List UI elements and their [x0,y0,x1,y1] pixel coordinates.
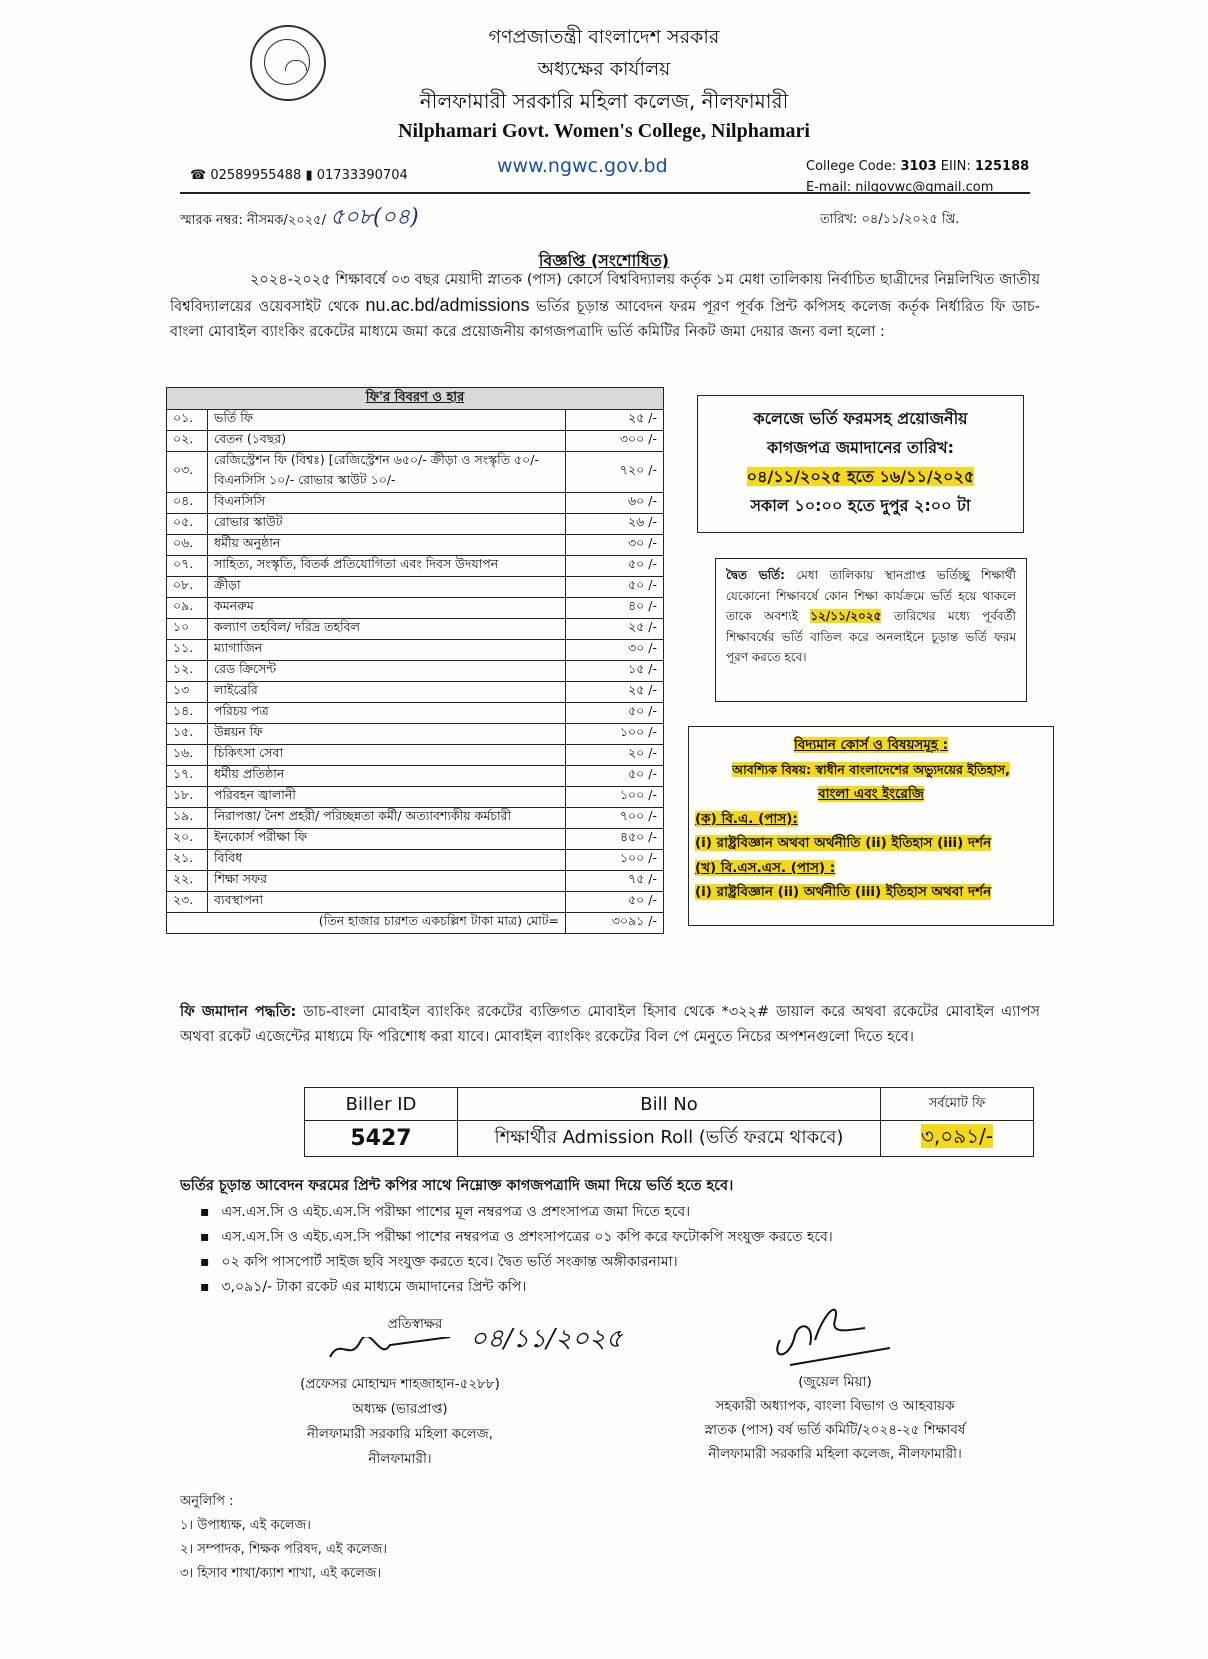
fee-row-number: ০৫. [167,514,208,535]
fee-row-item: বিবিধ [208,850,566,871]
fee-row-item: উন্নয়ন ফি [208,724,566,745]
fee-table-header: ফি'র বিবরণ ও হার [167,388,664,410]
fee-row-number: ০৯. [167,598,208,619]
fee-row-amount: ৭৫ /- [566,871,664,892]
phone-icon: ☎ [190,168,207,183]
fee-row-number: ১৪. [167,703,208,724]
fee-row-item: কল্যাণ তহবিল/ দরিদ্র তহবিল [208,619,566,640]
fee-row-amount: ৬০ /- [566,493,664,514]
bss-pass-heading: (খ) বি.এস.এস. (পাস) : [695,859,836,876]
fee-total-row [167,913,664,934]
fee-row-item: শিক্ষা সফর [208,871,566,892]
notice-date: তারিখ: ০৪/১১/২০২৫ খ্রি. [820,212,960,227]
fee-row-amount: ২০ /- [566,745,664,766]
fee-row-item: রেজিস্ট্রেশন ফি (বিশ্বঃ) [রেজিস্ট্রেশন ৬৫০/- ক্রীড়া ও সংস্কৃতি ৫০/- বিএনসিসি ১০/- রোভার স্কাউট ১০/- [208,452,566,493]
fee-total-amount: ৩০৯১ /- [566,913,664,934]
principal-org-2: নীলফামারী। [368,1451,432,1467]
fee-row [167,577,664,598]
fee-row-amount: ৪৫০ /- [566,829,664,850]
handwritten-date: ০৪/১১/২০২৫ [470,1324,623,1354]
intro-text-1: ২০২৪-২০২৫ শিক্ষাবর্ষে ০৩ বছর মেয়াদী স্নাতক (পাস) কোর্সে বিশ্ববিদ্যালয় কর্তৃক ১ম মেধা তালিকায় নির্বাচিত ছাত্রীদের নিম্নলিখিত জাতীয় বিশ্ববিদ্যালয়ের ওয়েবসাইট থেকে [170,272,1040,315]
fee-row-item: ধর্মীয় প্রতিষ্ঠান [208,766,566,787]
fee-row-item: ম্যাগাজিন [208,640,566,661]
total-fee-header: সর্বমোট ফি [881,1088,1034,1121]
convener-committee: স্নাতক (পাস) বর্ষ ভর্তি কমিটি/২০২৪-২৫ শিক্ষাবর্ষ [704,1422,966,1438]
requirement-item: ▪ এস.এস.সি ও এইচ.এস.সি পরীক্ষা পাশের নম্বরপত্র ও প্রশংসাপত্রের ০১ কপি করে ফটোকপি সংযুক্ত করতে হবে। [200,1225,833,1250]
fee-row-number: ২৩. [167,892,208,913]
fee-row-number: ০৭. [167,556,208,577]
fee-row-item: সাহিত্য, সংস্কৃতি, বিতর্ক প্রতিযোগিতা এবং দিবস উদযাপন [208,556,566,577]
requirement-item: ▪ ৩,০৯১/- টাকা রকেট এর মাধ্যমে জমাদানের প্রিন্ট কপি। [200,1275,833,1300]
fee-row-item: ক্রীড়া [208,577,566,598]
payment-method-text: ডাচ-বাংলা মোবাইল ব্যাংকিং রকেটের ব্যক্তিগত মোবাইল হিসাব থেকে *৩২২# ডায়াল করে অথবা রকেটের মোবাইল এ্যাপস অথবা রকেট এজেন্টের মাধ্যমে ফি পরিশোধ করা যাবে। মোবাইল ব্যাংকিং রকেটের বিল পে মেনুতে নিচের অপশনগুলো দিতে হবে। [180,1004,1041,1045]
fee-row-amount: ৫০ /- [566,766,664,787]
fee-row-number: ২২. [167,871,208,892]
fee-row-number: ২১. [167,850,208,871]
copy-item: ৩। হিসাব শাখা/ক্যাশ শাখা, এই কলেজ। [180,1566,382,1581]
fee-row-amount: ১০০ /- [566,787,664,808]
fee-row-amount: ৩০ /- [566,535,664,556]
fee-row-item: পরিবহন জ্বালানী [208,787,566,808]
compulsory-subjects-2: বাংলা এবং ইংরেজি [818,786,924,802]
fee-row-item: রোভার স্কাউট [208,514,566,535]
fee-row-item: কমনরুম [208,598,566,619]
header-college-bn: নীলফামারী সরকারি মহিলা কলেজ, নীলফামারী [419,89,789,113]
biller-id-header: Biller ID [305,1088,458,1121]
fee-row-amount: ৫০ /- [566,577,664,598]
requirements-heading: ভর্তির চূড়ান্ত আবেদন ফরমের প্রিন্ট কপির সাথে নিম্নোক্ত কাগজপত্রাদি জমা দিয়ে ভর্তি হতে হবে। [180,1178,734,1194]
college-code: 3103 [900,159,937,174]
fee-row-amount: ১০০ /- [566,850,664,871]
dual-text-2: তারিখের মধ্যে পূর্ববর্তী শিক্ষাবর্ষের ভর্তি বাতিল করে অনলাইনে চূড়ান্ত ভর্তি ফরম পূরণ করতে হবে। [726,609,1016,664]
copies-label: অনুলিপি : [180,1494,234,1509]
fee-row-number: ১১. [167,640,208,661]
memo-label: স্মারক নম্বর: নীসমক/২০২৫/ [180,213,326,228]
convener-org: নীলফামারী সরকারি মহিলা কলেজ, নীলফামারী। [708,1446,962,1462]
dual-deadline-date: ১২/১১/২০২৫ [810,609,882,623]
fee-row-amount: ১৫ /- [566,661,664,682]
payment-method-label: ফি জমাদান পদ্ধতি: [180,1004,297,1020]
fee-row [167,535,664,556]
fee-row [167,556,664,577]
fee-row [167,703,664,724]
fee-row-number: ১৬. [167,745,208,766]
notice-title: বিজ্ঞপ্তি (সংশোধিত) [538,251,670,270]
fee-row-item: ব্যবস্থাপনা [208,892,566,913]
fee-row-number: ১৯. [167,808,208,829]
ba-subjects: (i) রাষ্ট্রবিজ্ঞান অথবা অর্থনীতি (ii) ইতিহাস (iii) দর্শন [695,835,992,851]
deadline-dates: ০৪/১১/২০২৫ হতে ১৬/১১/২০২৫ [746,467,975,486]
fee-row-number: ১২. [167,661,208,682]
website-link[interactable]: www.ngwc.gov.bd [497,155,668,177]
signature-convener [650,1370,1020,1466]
fee-row-amount: ৪০ /- [566,598,664,619]
fee-row-number: ১৮. [167,787,208,808]
courses-title: বিদ্যমান কোর্স ও বিষয়সমূহ : [793,737,949,753]
fee-row-amount: ২৬ /- [566,514,664,535]
copy-item: ১। উপাধ্যক্ষ, এই কলেজ। [180,1518,311,1533]
fee-row-item: বিএনসিসি [208,493,566,514]
fee-row [167,452,664,493]
fee-row [167,431,664,452]
eiin-label: EIIN: [940,159,971,174]
copies-list [180,1490,387,1586]
fee-row-item: ইনকোর্স পরীক্ষা ফি [208,829,566,850]
header-divider [180,192,1030,194]
mobile-icon: ▮ [305,168,313,183]
fee-row-number: ১৩ [167,682,208,703]
copy-item: ২। সম্পাদক, শিক্ষক পরিষদ, এই কলেজ। [180,1542,388,1557]
fee-row [167,682,664,703]
fee-row-item: বেতন (১বছর) [208,431,566,452]
requirements-list [200,1200,833,1300]
header-office: অধ্যক্ষের কার্যালয় [537,58,671,80]
fee-row-amount: ৩০ /- [566,640,664,661]
convener-signature-icon [770,1300,930,1370]
fee-row-amount: ৭০০ /- [566,808,664,829]
fee-row [167,871,664,892]
ba-pass-heading: (ক) বি.এ. (পাস): [695,810,798,827]
email[interactable]: E-mail: nilgovwc@gmail.com [806,180,994,195]
fee-row [167,661,664,682]
fee-row-number: ০১. [167,410,208,431]
fee-row-amount: ১০০ /- [566,724,664,745]
contact-phones [190,168,408,183]
courses-box [688,726,1054,926]
intro-text-2: ভর্তির চূড়ান্ত আবেদন ফরম পূরণ পূর্বক প্রিন্ট কপিসহ কলেজ কর্তৃক নির্ধারিত ফি ডাচ-বাংলা মোবাইল ব্যাংকিং রকেটের মাধ্যমে জমা করে প্রয়োজনীয় কাগজপত্রাদি ভর্তি কমিটির নিকট জমা দেয়ার জন্য বলা হলো : [170,299,1040,340]
payment-method [180,1000,1040,1050]
total-fee-value: ৩,০৯১/- [920,1124,994,1148]
fee-row-number: ০৩. [167,452,208,493]
college-code-label: College Code: [806,159,897,174]
fee-row-number: ১০ [167,619,208,640]
fee-row-amount: ৩০০ /- [566,431,664,452]
fee-row-item: ভর্তি ফি [208,410,566,431]
fee-row [167,892,664,913]
biller-id-value: 5427 [305,1121,458,1157]
memo-number [180,200,419,237]
dual-admission-box [715,558,1027,702]
principal-org: নীলফামারী সরকারি মহিলা কলেজ, [306,1426,494,1442]
principal-title: অধ্যক্ষ (ভারপ্রাপ্ত) [352,1401,448,1417]
eiin: 125188 [974,159,1030,174]
header-government: গণপ্রজাতন্ত্রী বাংলাদেশ সরকার [488,26,720,48]
nu-admissions-link[interactable]: nu.ac.bd/admissions [365,295,530,315]
fee-row-item: রেড ক্রিসেন্ট [208,661,566,682]
fee-row [167,619,664,640]
header-college-en: Nilphamari Govt. Women's College, Nilphamari [398,120,810,142]
requirement-item: ▪ এস.এস.সি ও এইচ.এস.সি পরীক্ষা পাশের মূল নম্বরপত্র ও প্রশংসাপত্র জমা দিতে হবে। [200,1200,833,1225]
fee-row [167,787,664,808]
deadline-box [697,395,1024,533]
fee-row-number: ০৬. [167,535,208,556]
fee-row-item: ধর্মীয় অনুষ্ঠান [208,535,566,556]
fee-row-amount: ৫০ /- [566,556,664,577]
fee-row-number: ১৭. [167,766,208,787]
fee-row [167,808,664,829]
convener-name: (জুয়েল মিয়া) [798,1374,872,1390]
fee-row [167,850,664,871]
fee-row-amount: ২৫ /- [566,619,664,640]
bill-pay-value-row [305,1121,1034,1157]
fee-row-amount: ৫০ /- [566,892,664,913]
fee-row-item: লাইব্রেরি [208,682,566,703]
compulsory-subjects: আবশ্যিক বিষয়: স্বাধীন বাংলাদেশের অভ্যুদয়ের ইতিহাস, [732,761,1010,777]
fee-row [167,598,664,619]
fee-row-number: ২০. [167,829,208,850]
fee-row [167,745,664,766]
fee-row-number: ০২. [167,431,208,452]
fee-row-amount: ৫০ /- [566,703,664,724]
bill-no-header: Bill No [458,1088,881,1121]
fee-row [167,724,664,745]
bill-pay-header-row [305,1088,1034,1121]
countersign-label: প্রতিস্বাক্ষর [387,1316,443,1332]
fee-row [167,640,664,661]
fee-row [167,766,664,787]
phone-number: 02589955488 [210,168,302,183]
fee-row-item: চিকিৎসা সেবা [208,745,566,766]
notice-intro [170,268,1040,345]
dual-text-1: মেধা তালিকায় স্থানপ্রাপ্ত ভর্তিচ্ছু শিক্ষার্থী যেকোনো শিক্ষাবর্ষে কোন শিক্ষা কার্যক্রমে ভর্তি হয়ে থাকলে তাকে অবশ্যই [726,568,1016,623]
principal-name: (প্রফেসর মোহাম্মদ শাহজাহান-৫২৮৮) [300,1376,500,1392]
fee-row-item: পরিচয় পত্র [208,703,566,724]
bill-pay-table [304,1087,1034,1157]
mobile-number: 01733390704 [316,168,408,183]
fee-row [167,829,664,850]
fee-row-number: ০৪. [167,493,208,514]
deadline-line2: কাগজপত্র জমাদানের তারিখ: [767,438,954,457]
dual-admission-label: দ্বৈত ভর্তি: [726,568,785,582]
requirement-item: ▪ ০২ কপি পাসপোর্ট সাইজ ছবি সংযুক্ত করতে হবে। দ্বৈত ভর্তি সংক্রান্ত অঙ্গীকারনামা। [200,1250,833,1275]
fee-row-amount: ২৫ /- [566,410,664,431]
fee-table [166,387,664,934]
memo-handwritten: ৫০৮(০৪) [330,205,419,230]
fee-row [167,410,664,431]
fee-row [167,493,664,514]
fee-row-amount: ২৫ /- [566,682,664,703]
fee-row-item: নিরাপত্তা/ নৈশ প্রহরী/ পরিচ্ছন্নতা কর্মী/ অত্যাবশ্যকীয় কর্মচারী [208,808,566,829]
fee-total-label: (তিন হাজার চারশত একচল্লিশ টাকা মাত্র) মোট= [167,913,566,934]
fee-row [167,514,664,535]
fee-row-number: ১৫. [167,724,208,745]
convener-title: সহকারী অধ্যাপক, বাংলা বিভাগ ও আহবায়ক [715,1398,955,1414]
deadline-time: সকাল ১০:০০ হতে দুপুর ২:০০ টা [750,496,971,515]
bss-subjects: (i) রাষ্ট্রবিজ্ঞান (ii) অর্থনীতি (iii) ইতিহাস অথবা দর্শন [695,884,992,900]
bill-no-value: শিক্ষার্থীর Admission Roll (ভর্তি ফরমে থাকবে) [458,1121,881,1157]
fee-row-number: ০৮. [167,577,208,598]
fee-row-amount: ৭২০ /- [566,452,664,493]
deadline-line1: কলেজে ভর্তি ফরমসহ প্রয়োজনীয় [753,409,968,428]
